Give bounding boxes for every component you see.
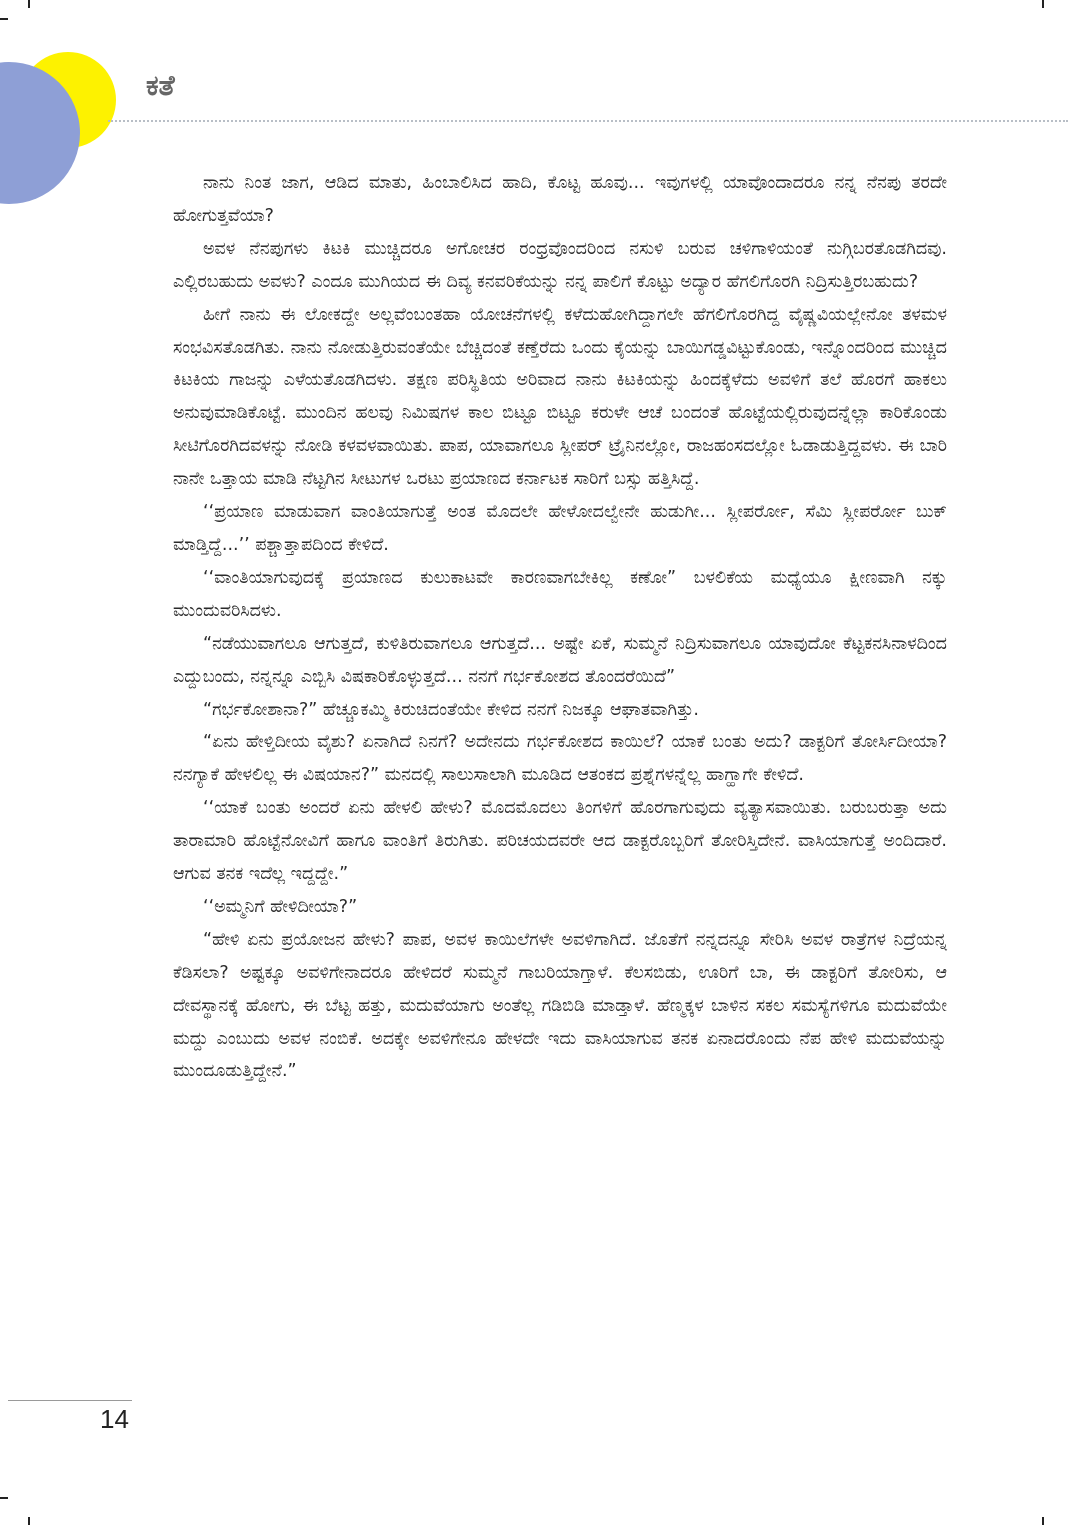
page-number: 14 [100, 1404, 129, 1434]
story-paragraph: ನಾನು ನಿಂತ ಜಾಗ, ಆಡಿದ ಮಾತು, ಹಿಂಬಾಲಿಸಿದ ಹಾದಿ, ಕೊಟ್ಟ ಹೂವು... ಇವುಗಳಲ್ಲಿ ಯಾವೊಂದಾದರೂ ನನ್ನ ನೆನಪು ತರದೇ ಹೋಗುತ್ತವೆಯಾ? [173, 173, 947, 226]
story-paragraph: “ಹೇಳಿ ಏನು ಪ್ರಯೋಜನ ಹೇಳು? ಪಾಪ, ಅವಳ ಕಾಯಿಲೆಗಳೇ ಅವಳಿಗಾಗಿದೆ. ಜೊತೆಗೆ ನನ್ನದನ್ನೂ ಸೇರಿಸಿ ಅವಳ ರಾತ್ರೆಗಳ ನಿದ್ರೆಯನ್ನ ಕೆಡಿಸಲಾ? ಅಷ್ಟಕ್ಕೂ ಅವಳಿಗೇನಾದರೂ ಹೇಳಿದರೆ ಸುಮ್ಮನೆ ಗಾಬರಿಯಾಗ್ತಾಳೆ. ಕೆಲಸಬಿಡು, ಊರಿಗೆ ಬಾ, ಈ ಡಾಕ್ಟರಿಗೆ ತೋರಿಸು, ಆ ದೇವಸ್ಥಾನಕ್ಕೆ ಹೋಗು, ಈ ಬೆಟ್ಟ ಹತ್ತು, ಮದುವೆಯಾಗು ಅಂತೆಲ್ಲ ಗಡಿಬಿಡಿ ಮಾಡ್ತಾಳೆ. ಹೆಣ್ಮಕ್ಕಳ ಬಾಳಿನ ಸಕಲ ಸಮಸ್ಯೆಗಳಿಗೂ ಮದುವೆಯೇ ಮದ್ದು ಎಂಬುದು ಅವಳ ನಂಬಿಕೆ. ಅದಕ್ಕೇ ಅವಳಿಗೇನೂ ಹೇಳದೇ ಇದು ವಾಸಿಯಾಗುವ ತನಕ ಏನಾದರೊಂದು ನೆಪ ಹೇಳಿ ಮದುವೆಯನ್ನು ಮುಂದೂಡುತ್ತಿದ್ದೇನೆ.” [173, 929, 947, 1082]
crop-mark-top-left [0, 18, 8, 20]
crop-mark-bottom-center [28, 1517, 30, 1525]
story-body [173, 167, 947, 1088]
story-paragraph: ‘‘ಅಮ್ಮನಿಗೆ ಹೇಳಿದೀಯಾ?” [203, 896, 358, 917]
story-paragraph: “ಗರ್ಭಕೋಶಾನಾ?” ಹೆಚ್ಚೂಕಮ್ಮಿ ಕಿರುಚಿದಂತೆಯೇ ಕೇಳಿದ ನನಗೆ ನಿಜಕ್ಕೂ ಆಘಾತವಾಗಿತ್ತು. [203, 699, 699, 720]
crop-mark-top-center [28, 0, 30, 8]
story-paragraph: “ನಡೆಯುವಾಗಲೂ ಆಗುತ್ತದೆ, ಕುಳಿತಿರುವಾಗಲೂ ಆಗುತ್ತದೆ... ಅಷ್ಟೇ ಏಕೆ, ಸುಮ್ಮನೆ ನಿದ್ರಿಸುವಾಗಲೂ ಯಾವುದೋ ಕೆಟ್ಟಕನಸಿನಾಳದಿಂದ ಎದ್ದುಬಂದು, ನನ್ನನ್ನೂ ಎಬ್ಬಿಸಿ ವಿಷಕಾರಿಕೊಳ್ಳುತ್ತದೆ... ನನಗೆ ಗರ್ಭಕೋಶದ ತೊಂದರೆಯಿದೆ” [173, 633, 947, 687]
story-paragraph: ‘‘ಪ್ರಯಾಣ ಮಾಡುವಾಗ ವಾಂತಿಯಾಗುತ್ತೆ ಅಂತ ಮೊದಲೇ ಹೇಳೋದಲ್ವೇನೇ ಹುಡುಗೀ... ಸ್ಲೀಪರ್ರೋ, ಸೆಮಿ ಸ್ಲೀಪರ್ರೋ ಬುಕ್ ಮಾಡ್ತಿದ್ದೆ...’’ ಪಶ್ಚಾತ್ತಾಪದಿಂದ ಕೇಳಿದೆ. [173, 502, 947, 555]
story-paragraph: ‘‘ಯಾಕೆ ಬಂತು ಅಂದರೆ ಏನು ಹೇಳಲಿ ಹೇಳು? ಮೊದಮೊದಲು ತಿಂಗಳಿಗೆ ಹೊರಗಾಗುವುದು ವ್ಯತ್ಯಾಸವಾಯಿತು. ಬರುಬರುತ್ತಾ ಅದು ತಾರಾಮಾರಿ ಹೊಟ್ಟೆನೋವಿಗೆ ಹಾಗೂ ವಾಂತಿಗೆ ತಿರುಗಿತು. ಪರಿಚಯದವರೇ ಆದ ಡಾಕ್ಟರೊಬ್ಬರಿಗೆ ತೋರಿಸ್ತಿದೇನೆ. ವಾಸಿಯಾಗುತ್ತೆ ಅಂದಿದಾರೆ. ಆಗುವ ತನಕ ಇದೆಲ್ಲ ಇದ್ದದ್ದೇ.” [173, 798, 947, 885]
footer-divider [8, 1400, 132, 1401]
crop-mark-top-right [1042, 0, 1044, 8]
story-paragraph: ‘‘ವಾಂತಿಯಾಗುವುದಕ್ಕೆ ಪ್ರಯಾಣದ ಕುಲುಕಾಟವೇ ಕಾರಣವಾಗಬೇಕಿಲ್ಲ ಕಣೋ” ಬಳಲಿಕೆಯ ಮಧ್ಯೆಯೂ ಕ್ಷೀಣವಾಗಿ ನಕ್ಕು ಮುಂದುವರಿಸಿದಳು. [173, 567, 947, 621]
story-paragraph: ಅವಳ ನೆನಪುಗಳು ಕಿಟಕಿ ಮುಚ್ಚಿದರೂ ಅಗೋಚರ ರಂಧ್ರವೊಂದರಿಂದ ನಸುಳಿ ಬರುವ ಚಳಿಗಾಳಿಯಂತೆ ನುಗ್ಗಿಬರತೊಡಗಿದವು. ಎಲ್ಲಿರಬಹುದು ಅವಳು? ಎಂದೂ ಮುಗಿಯದ ಈ ದಿವ್ಯ ಕನವರಿಕೆಯನ್ನು ನನ್ನ ಪಾಲಿಗೆ ಕೊಟ್ಟು ಅದ್ಯಾರ ಹೆಗಲಿಗೊರಗಿ ನಿದ್ರಿಸುತ್ತಿರಬಹುದು? [173, 238, 947, 292]
header-dotted-divider [108, 120, 1068, 122]
story-paragraph: “ಏನು ಹೇಳ್ತಿದೀಯ ವೈಶು? ಏನಾಗಿದೆ ನಿನಗೆ? ಅದೇನದು ಗರ್ಭಕೋಶದ ಕಾಯಿಲೆ? ಯಾಕೆ ಬಂತು ಅದು? ಡಾಕ್ಟರಿಗೆ ತೋರ್ಸಿದೀಯಾ? ನನಗ್ಯಾಕೆ ಹೇಳಲಿಲ್ಲ ಈ ವಿಷಯಾನ?” ಮನದಲ್ಲಿ ಸಾಲುಸಾಲಾಗಿ ಮೂಡಿದ ಆತಂಕದ ಪ್ರಶ್ನೆಗಳನ್ನೆಲ್ಲ ಹಾಗ್ಹಾಗೇ ಕೇಳಿದೆ. [173, 732, 947, 786]
crop-mark-bottom-left [0, 1497, 8, 1499]
crop-mark-bottom-right [1042, 1517, 1044, 1525]
story-paragraph: ಹೀಗೆ ನಾನು ಈ ಲೋಕದ್ದೇ ಅಲ್ಲವೆಂಬಂತಹಾ ಯೋಚನೆಗಳಲ್ಲಿ ಕಳೆದುಹೋಗಿದ್ದಾಗಲೇ ಹೆಗಲಿಗೊರಗಿದ್ದ ವೈಷ್ಣವಿಯಲ್ಲೇನೋ ತಳಮಳ ಸಂಭವಿಸತೊಡಗಿತು. ನಾನು ನೋಡುತ್ತಿರುವಂತೆಯೇ ಬೆಚ್ಚಿದಂತೆ ಕಣ್ತೆರೆದು ಒಂದು ಕೈಯನ್ನು ಬಾಯಿಗಡ್ಡವಿಟ್ಟುಕೊಂಡು, ಇನ್ನೊಂದರಿಂದ ಮುಚ್ಚಿದ ಕಿಟಕಿಯ ಗಾಜನ್ನು ಎಳೆಯತೊಡಗಿದಳು. ತಕ್ಷಣ ಪರಿಸ್ಥಿತಿಯ ಅರಿವಾದ ನಾನು ಕಿಟಕಿಯನ್ನು ಹಿಂದಕ್ಕೆಳೆದು ಅವಳಿಗೆ ತಲೆ ಹೊರಗೆ ಹಾಕಲು ಅನುವುಮಾಡಿಕೊಟ್ಟೆ. ಮುಂದಿನ ಹಲವು ನಿಮಿಷಗಳ ಕಾಲ ಬಿಟ್ಟೂ ಬಿಟ್ಟೂ ಕರುಳೇ ಆಚೆ ಬಂದಂತೆ ಹೊಟ್ಟೆಯಲ್ಲಿರುವುದನ್ನೆಲ್ಲಾ ಕಾರಿಕೊಂಡು ಸೀಟಿಗೊರಗಿದವಳನ್ನು ನೋಡಿ ಕಳವಳವಾಯಿತು. ಪಾಪ, ಯಾವಾಗಲೂ ಸ್ಲೀಪರ್ ಟ್ರೈನಿನಲ್ಲೋ, ರಾಜಹಂಸದಲ್ಲೋ ಓಡಾಡುತ್ತಿದ್ದವಳು. ಈ ಬಾರಿ ನಾನೇ ಒತ್ತಾಯ ಮಾಡಿ ನೆಟ್ಟಗಿನ ಸೀಟುಗಳ ಒರಟು ಪ್ರಯಾಣದ ಕರ್ನಾಟಕ ಸಾರಿಗೆ ಬಸ್ಸು ಹತ್ತಿಸಿದ್ದೆ. [173, 304, 947, 490]
section-label: ಕತೆ [146, 69, 175, 102]
